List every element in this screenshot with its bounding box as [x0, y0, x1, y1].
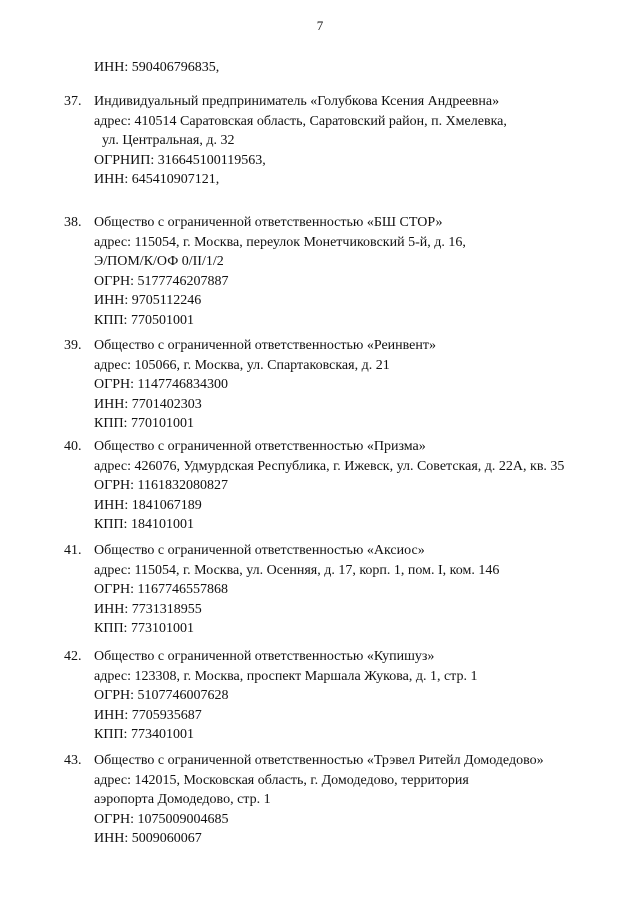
entry-detail-line: ИНН: 1841067189 [94, 497, 202, 513]
entry-title: Общество с ограниченной ответственностью «Купишуз» [94, 649, 435, 664]
entry-detail-line: КПП: 770101001 [94, 416, 194, 431]
entry-number: 42. [64, 649, 82, 664]
entry-detail-line: ОГРН: 1147746834300 [94, 377, 228, 392]
entry-number: 39. [64, 338, 82, 353]
entry-detail-line: адрес: 142015, Московская область, г. Домодедово, территория [94, 772, 469, 788]
entry-detail-line: КПП: 773101001 [94, 621, 194, 636]
entry-title: Общество с ограниченной ответственностью «Трэвел Ритейл Домодедово» [94, 753, 544, 768]
entry-detail-line: ОГРН: 5107746007628 [94, 688, 229, 703]
entry-detail-line: ОГРНИП: 316645100119563, [94, 152, 266, 168]
entry-detail-line: аэропорта Домодедово, стр. 1 [94, 792, 271, 807]
entry-number: 40. [64, 439, 82, 454]
page-number: 7 [316, 18, 324, 33]
entry-detail-line: ИНН: 7705935687 [94, 707, 202, 723]
entry-title: Индивидуальный предприниматель «Голубкова Ксения Андреевна» [94, 94, 500, 109]
entry-title: Общество с ограниченной ответственностью «БШ СТОР» [94, 215, 443, 230]
entry-number: 43. [64, 753, 82, 768]
entry-detail-line: адрес: 410514 Саратовская область, Саратовский район, п. Хмелевка, [94, 113, 507, 129]
entry-number: 41. [64, 543, 82, 558]
entry-detail-line: адрес: 105066, г. Москва, ул. Спартаковская, д. 21 [94, 357, 390, 373]
entry-detail-line: адрес: 115054, г. Москва, ул. Осенняя, д. 17, корп. 1, пом. I, ком. 146 [94, 562, 500, 578]
entry-detail-line: ул. Центральная, д. 32 [102, 133, 235, 148]
entry-detail-line: ОГРН: 1161832080827 [94, 478, 228, 493]
entry-detail-line: адрес: 426076, Удмурдская Республика, г. Ижевск, ул. Советская, д. 22А, кв. 35 [94, 458, 565, 474]
entry-detail-line: КПП: 773401001 [94, 727, 194, 742]
entry-number: 37. [64, 94, 82, 109]
entry-detail-line: ИНН: 5009060067 [94, 831, 202, 846]
entry-detail-line: адрес: 115054, г. Москва, переулок Монетчиковский 5-й, д. 16, [94, 234, 466, 250]
entry-detail-line: ОГРН: 1167746557868 [94, 582, 228, 597]
entry-detail-line: КПП: 770501001 [94, 312, 194, 328]
entry-title: Общество с ограниченной ответственностью «Реинвент» [94, 338, 437, 353]
entry-number: 38. [64, 215, 82, 230]
entry-detail-line: ИНН: 7731318955 [94, 601, 202, 617]
entry-detail-line: Э/ПОМ/К/ОФ 0/II/1/2 [94, 254, 224, 269]
entry-detail-line: ОГРН: 5177746207887 [94, 273, 229, 289]
entry-detail-line: ИНН: 9705112246 [94, 293, 202, 308]
entry-title: Общество с ограниченной ответственностью «Аксиос» [94, 543, 425, 558]
entry-detail-line: ОГРН: 1075009004685 [94, 811, 229, 827]
entry-detail-line: ИНН: 7701402303 [94, 396, 202, 412]
intro-line: ИНН: 590406796835, [94, 60, 220, 75]
entry-detail-line: ИНН: 645410907121, [94, 172, 220, 187]
entry-detail-line: адрес: 123308, г. Москва, проспект Маршала Жукова, д. 1, стр. 1 [94, 668, 478, 684]
entry-detail-line: КПП: 184101001 [94, 517, 194, 532]
entry-title: Общество с ограниченной ответственностью «Призма» [94, 439, 426, 454]
